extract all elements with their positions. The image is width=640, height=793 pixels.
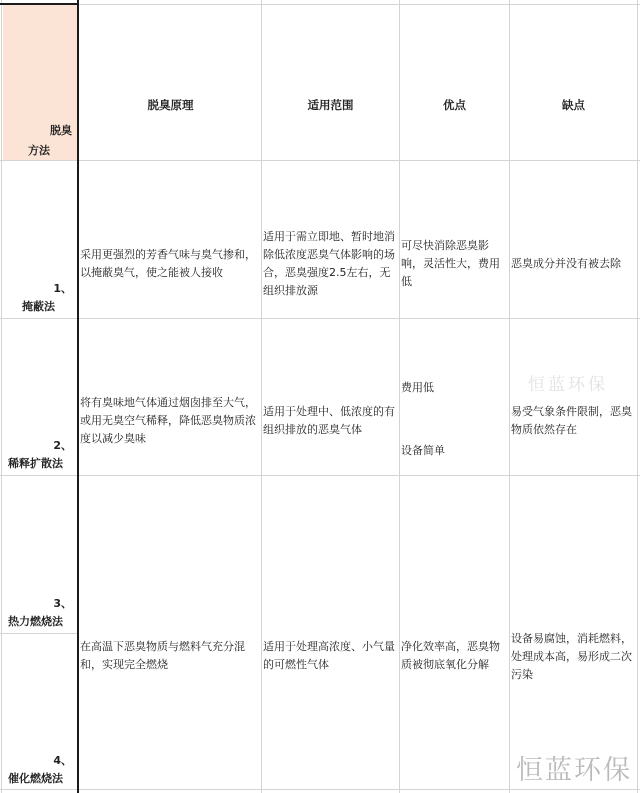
grid-line — [0, 789, 640, 790]
grid-line — [0, 318, 640, 319]
header-advantages: 优点 — [443, 98, 466, 112]
row-2-advantage-2: 设备简单 — [401, 444, 445, 457]
combustion-scope: 适用于处理高浓度、小气量的可燃性气体 — [263, 640, 395, 671]
row-4-method: 催化燃烧法 — [8, 772, 63, 785]
frozen-row-border — [0, 3, 79, 5]
watermark: 恒蓝环保 — [516, 755, 632, 786]
header-disadvantages: 缺点 — [562, 98, 585, 112]
row-4-number: 4、 — [53, 754, 72, 767]
grid-line — [0, 4, 640, 5]
grid-line — [637, 0, 638, 793]
row-2-method: 稀释扩散法 — [8, 457, 63, 470]
frozen-column-border — [77, 0, 79, 793]
row-2-principle: 将有臭味地气体通过烟囱排至大气，或用无臭空气稀释，降低恶臭物质浓度以减少臭味 — [80, 396, 256, 445]
grid-line — [1, 0, 2, 793]
grid-line — [0, 633, 79, 634]
header-principle: 脱臭原理 — [147, 98, 194, 112]
grid-line — [399, 0, 400, 793]
row-3-number: 3、 — [53, 597, 72, 610]
row-1-disadvantages: 恶臭成分并没有被去除 — [511, 257, 621, 270]
row-1-principle: 采用更强烈的芳香气味与臭气掺和，以掩蔽臭气，使之能被人接收 — [80, 248, 256, 279]
row-1-method: 掩蔽法 — [22, 300, 55, 313]
row-1-advantages: 可尽快消除恶臭影响，灵活性大，费用低 — [401, 239, 500, 288]
grid-line — [0, 160, 640, 161]
grid-line — [261, 0, 262, 793]
row-2-disadvantages: 易受气象条件限制，恶臭物质依然存在 — [511, 405, 632, 436]
row-3-method: 热力燃烧法 — [8, 615, 63, 628]
combustion-principle: 在高温下恶臭物质与燃料气充分混和，实现完全燃烧 — [80, 640, 245, 671]
row-2-number: 2、 — [53, 439, 72, 452]
combustion-disadvantages: 设备易腐蚀，消耗燃料，处理成本高，易形成二次污染 — [511, 632, 632, 681]
row-2-advantage-1: 费用低 — [401, 381, 434, 394]
row-1-scope: 适用于需立即地、暂时地消除低浓度恶臭气体影响的场合，恶臭强度2.5左右，无组织排放源 — [263, 230, 395, 297]
header-corner-bottom: 方法 — [28, 144, 50, 157]
grid-line — [0, 475, 640, 476]
combustion-advantages: 净化效率高，恶臭物质被彻底氧化分解 — [401, 640, 500, 671]
header-corner-top: 脱臭 — [50, 124, 72, 137]
grid-line — [509, 0, 510, 793]
watermark-faint: 恒蓝环保 — [528, 375, 608, 395]
header-scope: 适用范围 — [307, 98, 354, 112]
row-1-number: 1、 — [53, 282, 72, 295]
row-2-scope: 适用于处理中、低浓度的有组织排放的恶臭气体 — [263, 405, 395, 436]
